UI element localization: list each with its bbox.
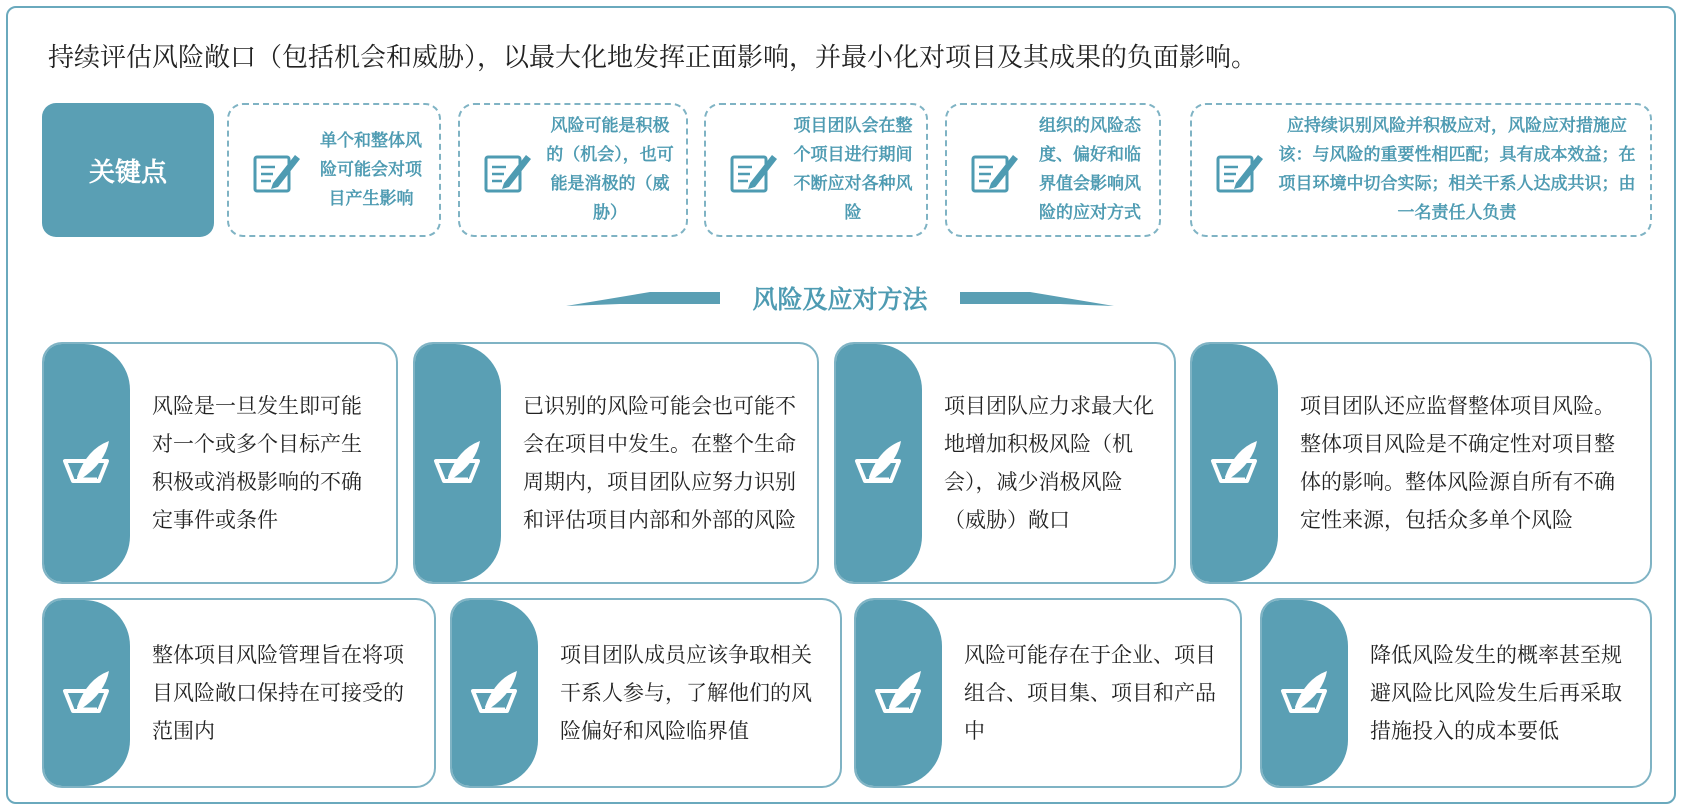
card-text: 项目团队成员应该争取相关干系人参与，了解他们的风险偏好和风险临界值 bbox=[560, 643, 812, 743]
risk-card-7 bbox=[854, 598, 1242, 788]
quill-inkwell-icon bbox=[57, 433, 117, 493]
card-tab bbox=[44, 344, 130, 582]
quill-inkwell-icon bbox=[428, 433, 488, 493]
card-tab bbox=[1262, 600, 1348, 786]
risk-card-8 bbox=[1260, 598, 1652, 788]
risk-card-3 bbox=[834, 342, 1176, 584]
quill-inkwell-icon bbox=[1205, 433, 1265, 493]
card-text: 风险可能存在于企业、项目组合、项目集、项目和产品中 bbox=[964, 643, 1216, 743]
key-point-text: 应持续识别风险并积极应对，风险应对措施应该：与风险的重要性相匹配；具有成本效益；在项目环境中切合实际；相关干系人达成共识；由一名责任人负责 bbox=[1278, 116, 1636, 223]
key-point-2 bbox=[458, 103, 688, 237]
section-title: 风险及应对方法 bbox=[752, 285, 928, 314]
quill-inkwell-icon bbox=[465, 663, 525, 723]
risk-card-1 bbox=[42, 342, 398, 584]
key-point-3 bbox=[704, 103, 928, 237]
notepad-pencil-icon bbox=[249, 145, 303, 199]
card-tab bbox=[1192, 344, 1278, 582]
notepad-pencil-icon bbox=[1212, 145, 1266, 199]
quill-inkwell-icon bbox=[1275, 663, 1335, 723]
risk-card-2 bbox=[413, 342, 819, 584]
card-tab bbox=[44, 600, 130, 786]
risk-card-6 bbox=[450, 598, 842, 788]
notepad-pencil-icon bbox=[967, 145, 1021, 199]
card-tab bbox=[836, 344, 922, 582]
notepad-pencil-icon bbox=[480, 145, 534, 199]
card-text: 项目团队应力求最大化地增加积极风险（机会），减少消极风险（威胁）敞口 bbox=[944, 394, 1154, 532]
card-text: 已识别的风险可能会也可能不会在项目中发生。在整个生命周期内，项目团队应努力识别和评估项目内部和外部的风险 bbox=[523, 394, 796, 532]
card-tab bbox=[856, 600, 942, 786]
key-point-5 bbox=[1190, 103, 1652, 237]
key-point-text: 项目团队会在整个项目进行期间不断应对各种风险 bbox=[793, 116, 913, 223]
risk-card-4 bbox=[1190, 342, 1652, 584]
page-title: 持续评估风险敞口（包括机会和威胁），以最大化地发挥正面影响，并最小化对项目及其成果的负面影响。 bbox=[48, 43, 1258, 73]
key-point-1 bbox=[227, 103, 441, 237]
quill-inkwell-icon bbox=[869, 663, 929, 723]
key-point-text: 组织的风险态度、偏好和临界值会影响风险的应对方式 bbox=[1039, 116, 1141, 223]
card-text: 降低风险发生的概率甚至规避风险比风险发生后再采取措施投入的成本要低 bbox=[1370, 643, 1622, 743]
key-point-text: 风险可能是积极的（机会），也可能是消极的（威胁） bbox=[546, 116, 674, 223]
card-text: 项目团队还应监督整体项目风险。整体项目风险是不确定性对项目整体的影响。整体风险源自所有不确定性来源，包括众多单个风险 bbox=[1300, 394, 1615, 532]
key-point-text: 单个和整体风险可能会对项目产生影响 bbox=[320, 130, 422, 209]
key-points-label bbox=[42, 103, 214, 237]
quill-inkwell-icon bbox=[849, 433, 909, 493]
notepad-pencil-icon bbox=[726, 145, 780, 199]
card-text: 风险是一旦发生即可能对一个或多个目标产生积极或消极影响的不确定事件或条件 bbox=[152, 394, 362, 532]
key-points-label-text: 关键点 bbox=[88, 157, 167, 188]
section-header bbox=[560, 278, 1120, 318]
card-tab bbox=[415, 344, 501, 582]
quill-inkwell-icon bbox=[57, 663, 117, 723]
card-text: 整体项目风险管理旨在将项目风险敞口保持在可接受的范围内 bbox=[152, 643, 404, 743]
key-point-4 bbox=[945, 103, 1161, 237]
risk-card-5 bbox=[42, 598, 436, 788]
card-tab bbox=[452, 600, 538, 786]
